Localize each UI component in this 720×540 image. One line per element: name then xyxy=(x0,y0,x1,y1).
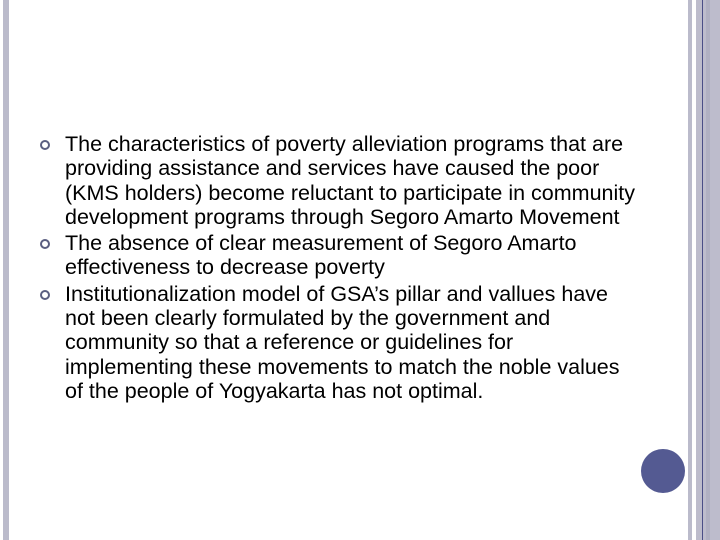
hollow-circle-bullet-icon xyxy=(40,140,50,150)
hollow-circle-bullet-icon xyxy=(40,239,50,249)
bullet-item-3 xyxy=(36,282,636,403)
left-decorative-stripe xyxy=(3,0,9,540)
bullet-item-1 xyxy=(36,132,636,229)
hollow-circle-bullet-icon xyxy=(40,290,50,300)
right-decorative-band-shade xyxy=(706,0,710,540)
bullet-list xyxy=(36,132,636,405)
right-decorative-stripe-thin xyxy=(688,0,692,540)
bullet-item-2 xyxy=(36,231,636,280)
right-accent-line xyxy=(702,0,703,540)
bullet-text: The characteristics of poverty alleviation programs that are providing assistance and services have caused the poor (KMS holders) become reluctant to participate in community development programs through Segoro Amarto Movement xyxy=(65,132,635,229)
decorative-circle xyxy=(641,449,685,493)
bullet-text: The absence of clear measurement of Segoro Amarto effectiveness to decrease poverty xyxy=(65,231,577,280)
bullet-text: Institutionalization model of GSA’s pillar and vallues have not been clearly formulated by the government and community so that a reference or guidelines for implementing these movements to match the noble values of the people of Yogyakarta has not optimal. xyxy=(65,281,620,403)
